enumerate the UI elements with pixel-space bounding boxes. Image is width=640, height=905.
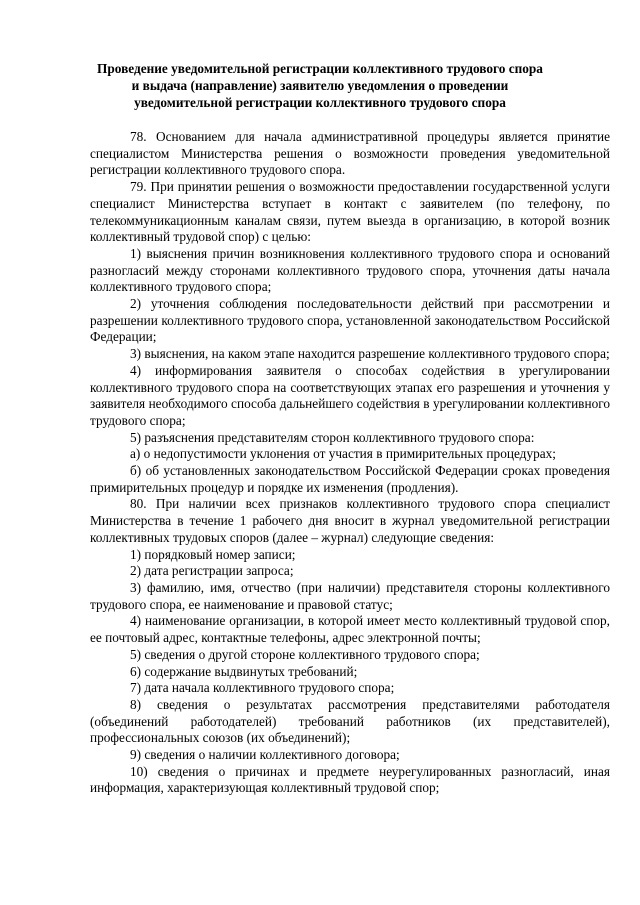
sub-list-item: б) об установленных законодательством Российской Федерации сроках проведения примирительных процедур и порядке их изменения (продления). <box>90 463 610 495</box>
list-item: 1) выяснения причин возникновения коллективного трудового спора и оснований разногласий между сторонами коллективного трудового спора, уточнения даты начала коллективного трудового спора; <box>90 245 610 295</box>
list-item: 4) информирования заявителя о способах содействия в урегулировании коллективного трудового спора на соответствующих этапах его разрешения и уточнения у заявителя необходимого способа дальнейшего содействия в урегулировании коллективного трудового спора; <box>90 362 610 428</box>
list-item: 7) дата начала коллективного трудового спора; <box>130 680 395 696</box>
list-item: 3) выяснения, на каком этапе находится разрешение коллективного трудового спора; <box>130 346 610 362</box>
list-item: 2) дата регистрации запроса; <box>130 563 294 579</box>
list-item: 3) фамилию, имя, отчество (при наличии) представителя стороны коллективного трудового спора, ее наименование и правовой статус; <box>90 579 610 612</box>
list-item: 1) порядковый номер записи; <box>130 546 296 562</box>
list-item: 5) сведения о другой стороне коллективного трудового спора; <box>130 646 480 662</box>
list-item: 6) содержание выдвинутых требований; <box>130 663 358 679</box>
paragraph-78: 78. Основанием для начала административной процедуры является принятие специалистом Министерства решения о возможности проведения уведомительной регистрации коллективного трудового спора. <box>90 129 610 178</box>
document-body <box>90 129 610 797</box>
list-item: 10) сведения о причинах и предмете неурегулированных разногласий, иная информация, характеризующая коллективный трудовой спор; <box>90 763 610 796</box>
list-item: 4) наименование организации, в которой имеет место коллективный трудовой спор, ее почтовый адрес, контактные телефоны, адрес электронной почты; <box>90 613 610 646</box>
section-title <box>60 60 580 111</box>
title-line: уведомительной регистрации коллективного трудового спора <box>134 95 506 110</box>
paragraph-79: 79. При принятии решения о возможности предоставлении государственной услуги специалист Министерства вступает в контакт с заявителем (по телефону, по телекоммуникационным каналам связи, путем выезда в организацию, в которой возник коллективный трудовой спор) с целью: <box>90 179 610 245</box>
sub-list-item: а) о недопустимости уклонения от участия в примирительных процедурах; <box>130 446 556 462</box>
list-item: 5) разъяснения представителям сторон коллективного трудового спора: <box>130 429 535 445</box>
list-item: 8) сведения о результатах рассмотрения представителями работодателя (объединений работодателей) требований работников (их представителей), профессиональных союзов (их объединений); <box>90 696 610 746</box>
list-item: 9) сведения о наличии коллективного договора; <box>130 747 400 763</box>
paragraph-80: 80. При наличии всех признаков коллективного трудового спора специалист Министерства в течение 1 рабочего дня вносит в журнал уведомительной регистрации коллективных трудовых споров (далее – журнал) следующие сведения: <box>90 496 610 545</box>
title-line: и выдача (направление) заявителю уведомления о проведении <box>131 78 509 93</box>
title-line: Проведение уведомительной регистрации коллективного трудового спора <box>97 61 543 76</box>
list-item: 2) уточнения соблюдения последовательности действий при рассмотрении и разрешении коллективного трудового спора, установленной законодательством Российской Федерации; <box>90 296 610 345</box>
